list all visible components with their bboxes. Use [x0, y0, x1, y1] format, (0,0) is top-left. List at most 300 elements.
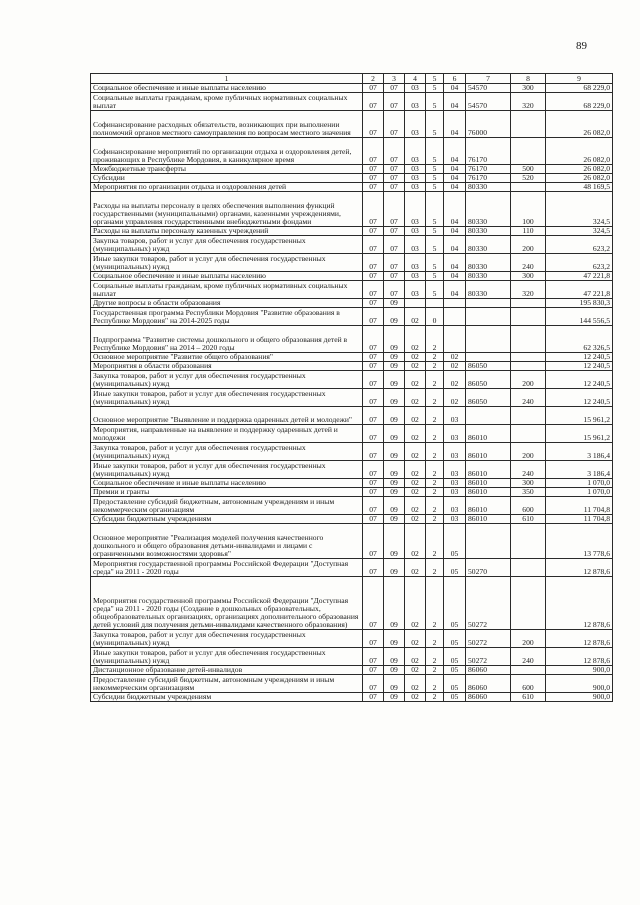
expense-type-cell: 300: [511, 272, 546, 281]
section-code-cell: 07: [363, 559, 384, 577]
subprogram-code-cell: 5: [426, 138, 444, 165]
row-name-cell: Дистанционное образование детей-инвалидов: [91, 666, 363, 675]
expense-type-cell: 320: [511, 93, 546, 111]
table-row: [91, 138, 613, 165]
direction-code-cell: 76170: [466, 174, 511, 183]
expense-type-cell: 610: [511, 693, 546, 702]
activity-code-cell: 04: [444, 227, 466, 236]
activity-code-cell: 05: [444, 559, 466, 577]
subsection-code-cell: 09: [384, 666, 405, 675]
subprogram-code-cell: 2: [426, 443, 444, 461]
subsection-code-cell: 09: [384, 308, 405, 326]
subsection-code-cell: 09: [384, 497, 405, 515]
table-row: [91, 389, 613, 407]
subsection-code-cell: 09: [384, 648, 405, 666]
section-code-cell: 07: [363, 183, 384, 192]
direction-code-cell: 86060: [466, 675, 511, 693]
expense-type-cell: 200: [511, 630, 546, 648]
expense-type-cell: 240: [511, 461, 546, 479]
direction-code-cell: 54570: [466, 93, 511, 111]
table-row: [91, 497, 613, 515]
table-row: [91, 227, 613, 236]
subsection-code-cell: 09: [384, 515, 405, 524]
expense-type-cell: [511, 559, 546, 577]
program-code-cell: 03: [405, 93, 426, 111]
row-name-cell: Социальное обеспечение и иные выплаты населению: [91, 84, 363, 93]
amount-cell: 324,5: [546, 227, 613, 236]
program-code-cell: 02: [405, 389, 426, 407]
direction-code-cell: 86060: [466, 693, 511, 702]
program-code-cell: 02: [405, 362, 426, 371]
direction-code-cell: 80330: [466, 254, 511, 272]
activity-code-cell: 05: [444, 648, 466, 666]
subprogram-code-cell: 2: [426, 693, 444, 702]
subsection-code-cell: 09: [384, 693, 405, 702]
subprogram-code-cell: 2: [426, 389, 444, 407]
program-code-cell: [405, 299, 426, 308]
direction-code-cell: 86060: [466, 666, 511, 675]
row-name-cell: Иные закупки товаров, работ и услуг для обеспечения государственных (муниципальных) нужд: [91, 389, 363, 407]
subsection-code-cell: 09: [384, 407, 405, 425]
subprogram-code-cell: 0: [426, 308, 444, 326]
activity-code-cell: 04: [444, 236, 466, 254]
amount-cell: 12 878,6: [546, 559, 613, 577]
row-name-cell: Основное мероприятие "Развитие общего образования": [91, 353, 363, 362]
header-cell: 6: [444, 74, 466, 84]
table-row: [91, 488, 613, 497]
program-code-cell: 02: [405, 371, 426, 389]
activity-code-cell: 04: [444, 84, 466, 93]
amount-cell: 47 221,8: [546, 281, 613, 299]
program-code-cell: 02: [405, 559, 426, 577]
section-code-cell: 07: [363, 666, 384, 675]
subprogram-code-cell: 5: [426, 174, 444, 183]
activity-code-cell: 04: [444, 165, 466, 174]
section-code-cell: 07: [363, 461, 384, 479]
table-row: [91, 308, 613, 326]
section-code-cell: 07: [363, 272, 384, 281]
row-name-cell: Расходы на выплаты персоналу казенных учреждений: [91, 227, 363, 236]
subprogram-code-cell: 2: [426, 515, 444, 524]
header-cell: 5: [426, 74, 444, 84]
subsection-code-cell: 09: [384, 326, 405, 353]
direction-code-cell: 50272: [466, 577, 511, 630]
amount-cell: 26 082,0: [546, 111, 613, 138]
row-name-cell: Субсидии бюджетным учреждениям: [91, 515, 363, 524]
amount-cell: 900,0: [546, 666, 613, 675]
expense-type-cell: [511, 326, 546, 353]
header-cell: 7: [466, 74, 511, 84]
subsection-code-cell: 07: [384, 165, 405, 174]
direction-code-cell: 86010: [466, 488, 511, 497]
subsection-code-cell: 07: [384, 138, 405, 165]
subprogram-code-cell: 5: [426, 281, 444, 299]
activity-code-cell: 02: [444, 353, 466, 362]
header-cell: 8: [511, 74, 546, 84]
amount-cell: 623,2: [546, 236, 613, 254]
row-name-cell: Мероприятия, направленные на выявление и поддержку одаренных детей и молодежи: [91, 425, 363, 443]
section-code-cell: 07: [363, 577, 384, 630]
table-body: [91, 84, 613, 702]
subprogram-code-cell: 2: [426, 497, 444, 515]
expense-type-cell: 520: [511, 174, 546, 183]
direction-code-cell: 86010: [466, 515, 511, 524]
table-row: [91, 299, 613, 308]
section-code-cell: 07: [363, 488, 384, 497]
row-name-cell: Закупка товаров, работ и услуг для обеспечения государственных (муниципальных) нужд: [91, 630, 363, 648]
program-code-cell: 02: [405, 326, 426, 353]
section-code-cell: 07: [363, 515, 384, 524]
activity-code-cell: 03: [444, 479, 466, 488]
row-name-cell: Иные закупки товаров, работ и услуг для обеспечения государственных (муниципальных) нужд: [91, 461, 363, 479]
program-code-cell: 02: [405, 353, 426, 362]
program-code-cell: 03: [405, 272, 426, 281]
subsection-code-cell: 09: [384, 353, 405, 362]
section-code-cell: 07: [363, 192, 384, 227]
amount-cell: 12 878,6: [546, 648, 613, 666]
table-row: [91, 272, 613, 281]
amount-cell: 12 240,5: [546, 371, 613, 389]
expense-type-cell: 610: [511, 515, 546, 524]
program-code-cell: 03: [405, 227, 426, 236]
activity-code-cell: 04: [444, 192, 466, 227]
section-code-cell: 07: [363, 227, 384, 236]
table-row: [91, 675, 613, 693]
row-name-cell: Основное мероприятие "Выявление и поддержка одаренных детей и молодежи": [91, 407, 363, 425]
row-name-cell: Субсидии: [91, 174, 363, 183]
amount-cell: 324,5: [546, 192, 613, 227]
table-row: [91, 443, 613, 461]
subsection-code-cell: 09: [384, 577, 405, 630]
program-code-cell: 02: [405, 693, 426, 702]
subprogram-code-cell: 2: [426, 524, 444, 559]
activity-code-cell: 05: [444, 693, 466, 702]
activity-code-cell: [444, 326, 466, 353]
activity-code-cell: 02: [444, 389, 466, 407]
section-code-cell: 07: [363, 93, 384, 111]
subsection-code-cell: 07: [384, 111, 405, 138]
program-code-cell: 03: [405, 84, 426, 93]
section-code-cell: 07: [363, 675, 384, 693]
expense-type-cell: 240: [511, 254, 546, 272]
expense-type-cell: [511, 524, 546, 559]
table-header-row: [91, 74, 613, 84]
program-code-cell: 03: [405, 165, 426, 174]
section-code-cell: 07: [363, 308, 384, 326]
subsection-code-cell: 09: [384, 630, 405, 648]
expense-type-cell: [511, 111, 546, 138]
expense-type-cell: 350: [511, 488, 546, 497]
row-name-cell: Государственная программа Республики Мордовия "Развитие образования в Республике Мордовия" на 2014-2025 годы: [91, 308, 363, 326]
program-code-cell: 02: [405, 666, 426, 675]
expense-type-cell: [511, 407, 546, 425]
direction-code-cell: 76170: [466, 165, 511, 174]
table-row: [91, 630, 613, 648]
subprogram-code-cell: 2: [426, 362, 444, 371]
activity-code-cell: 04: [444, 174, 466, 183]
table-row: [91, 577, 613, 630]
subsection-code-cell: 09: [384, 524, 405, 559]
subsection-code-cell: 07: [384, 192, 405, 227]
row-name-cell: Закупка товаров, работ и услуг для обеспечения государственных (муниципальных) нужд: [91, 236, 363, 254]
row-name-cell: Мероприятия в области образования: [91, 362, 363, 371]
direction-code-cell: [466, 407, 511, 425]
activity-code-cell: [444, 308, 466, 326]
subprogram-code-cell: 5: [426, 272, 444, 281]
subsection-code-cell: 07: [384, 236, 405, 254]
direction-code-cell: 80330: [466, 272, 511, 281]
activity-code-cell: 05: [444, 675, 466, 693]
section-code-cell: 07: [363, 174, 384, 183]
subprogram-code-cell: 2: [426, 371, 444, 389]
direction-code-cell: 86010: [466, 425, 511, 443]
row-name-cell: Социальное обеспечение и иные выплаты населению: [91, 479, 363, 488]
section-code-cell: 07: [363, 138, 384, 165]
subprogram-code-cell: 2: [426, 407, 444, 425]
expense-type-cell: 100: [511, 192, 546, 227]
section-code-cell: 07: [363, 407, 384, 425]
expense-type-cell: [511, 362, 546, 371]
direction-code-cell: [466, 353, 511, 362]
subprogram-code-cell: 2: [426, 630, 444, 648]
section-code-cell: 07: [363, 299, 384, 308]
subprogram-code-cell: 2: [426, 666, 444, 675]
row-name-cell: Социальное обеспечение и иные выплаты населению: [91, 272, 363, 281]
amount-cell: 13 778,6: [546, 524, 613, 559]
section-code-cell: 07: [363, 443, 384, 461]
amount-cell: 12 240,5: [546, 389, 613, 407]
direction-code-cell: [466, 524, 511, 559]
subprogram-code-cell: 5: [426, 227, 444, 236]
activity-code-cell: 03: [444, 461, 466, 479]
amount-cell: 623,2: [546, 254, 613, 272]
amount-cell: 3 186,4: [546, 443, 613, 461]
direction-code-cell: [466, 326, 511, 353]
amount-cell: 195 830,3: [546, 299, 613, 308]
subprogram-code-cell: 2: [426, 488, 444, 497]
activity-code-cell: 04: [444, 183, 466, 192]
subsection-code-cell: 09: [384, 425, 405, 443]
header-cell: 4: [405, 74, 426, 84]
subsection-code-cell: 09: [384, 479, 405, 488]
expense-type-cell: [511, 666, 546, 675]
activity-code-cell: 03: [444, 407, 466, 425]
amount-cell: 12 240,5: [546, 353, 613, 362]
expense-type-cell: [511, 353, 546, 362]
program-code-cell: 03: [405, 183, 426, 192]
amount-cell: 48 169,5: [546, 183, 613, 192]
row-name-cell: Мероприятия государственной программы Российской Федерации "Доступная среда" на 2011 - 2020 годы (Создание в дошкольных образовательных, общеобразовательных организациях, организациях дополнительного образования детей условий для получения детьми-инвалидами качественного образования): [91, 577, 363, 630]
table-row: [91, 192, 613, 227]
direction-code-cell: 86050: [466, 362, 511, 371]
section-code-cell: 07: [363, 84, 384, 93]
table-row: [91, 524, 613, 559]
subprogram-code-cell: 2: [426, 461, 444, 479]
expense-type-cell: 240: [511, 389, 546, 407]
subsection-code-cell: 09: [384, 559, 405, 577]
amount-cell: 11 704,8: [546, 515, 613, 524]
amount-cell: 15 961,2: [546, 407, 613, 425]
expense-type-cell: 320: [511, 281, 546, 299]
subprogram-code-cell: 2: [426, 675, 444, 693]
table-row: [91, 515, 613, 524]
program-code-cell: 02: [405, 425, 426, 443]
program-code-cell: 02: [405, 577, 426, 630]
expense-type-cell: [511, 299, 546, 308]
subprogram-code-cell: 5: [426, 192, 444, 227]
row-name-cell: Другие вопросы в области образования: [91, 299, 363, 308]
table-row: [91, 479, 613, 488]
section-code-cell: 07: [363, 353, 384, 362]
amount-cell: 15 961,2: [546, 425, 613, 443]
direction-code-cell: 86050: [466, 389, 511, 407]
table-row: [91, 254, 613, 272]
table-row: [91, 236, 613, 254]
row-name-cell: Социальные выплаты гражданам, кроме публичных нормативных социальных выплат: [91, 281, 363, 299]
row-name-cell: Мероприятия по организации отдыха и оздоровления детей: [91, 183, 363, 192]
table-row: [91, 93, 613, 111]
amount-cell: 3 186,4: [546, 461, 613, 479]
subsection-code-cell: 09: [384, 461, 405, 479]
section-code-cell: 07: [363, 425, 384, 443]
subsection-code-cell: 09: [384, 675, 405, 693]
direction-code-cell: [466, 308, 511, 326]
amount-cell: 12 240,5: [546, 362, 613, 371]
table-row: [91, 165, 613, 174]
row-name-cell: Подпрограмма "Развитие системы дошкольного и общего образования детей в Республике Мордовия" на 2014 – 2020 годы: [91, 326, 363, 353]
subprogram-code-cell: 5: [426, 165, 444, 174]
row-name-cell: Софинансирование мероприятий по организации отдыха и оздоровления детей, проживающих в Республике Мордовия, в каникулярное время: [91, 138, 363, 165]
program-code-cell: 02: [405, 443, 426, 461]
expense-type-cell: [511, 183, 546, 192]
row-name-cell: Иные закупки товаров, работ и услуг для обеспечения государственных (муниципальных) нужд: [91, 648, 363, 666]
direction-code-cell: 54570: [466, 84, 511, 93]
section-code-cell: 07: [363, 111, 384, 138]
subsection-code-cell: 09: [384, 443, 405, 461]
direction-code-cell: 86010: [466, 461, 511, 479]
activity-code-cell: 04: [444, 93, 466, 111]
table-row: [91, 183, 613, 192]
amount-cell: 12 878,6: [546, 630, 613, 648]
activity-code-cell: [444, 299, 466, 308]
direction-code-cell: 86050: [466, 371, 511, 389]
row-name-cell: Основное мероприятие "Реализация моделей получения качественного дошкольного и общего образования детьми-инвалидами и лицами с ограниченными возможностями здоровья": [91, 524, 363, 559]
table-row: [91, 371, 613, 389]
program-code-cell: 03: [405, 174, 426, 183]
section-code-cell: 07: [363, 326, 384, 353]
direction-code-cell: 86010: [466, 497, 511, 515]
activity-code-cell: 04: [444, 254, 466, 272]
subprogram-code-cell: 5: [426, 93, 444, 111]
section-code-cell: 07: [363, 693, 384, 702]
section-code-cell: 07: [363, 524, 384, 559]
header-cell: 2: [363, 74, 384, 84]
subsection-code-cell: 09: [384, 389, 405, 407]
subsection-code-cell: 07: [384, 227, 405, 236]
section-code-cell: 07: [363, 165, 384, 174]
header-cell: 3: [384, 74, 405, 84]
expense-type-cell: 200: [511, 371, 546, 389]
direction-code-cell: [466, 299, 511, 308]
activity-code-cell: 03: [444, 488, 466, 497]
expense-type-cell: [511, 308, 546, 326]
expense-type-cell: 200: [511, 236, 546, 254]
amount-cell: 68 229,0: [546, 84, 613, 93]
activity-code-cell: 05: [444, 577, 466, 630]
expense-type-cell: 240: [511, 648, 546, 666]
subsection-code-cell: 07: [384, 93, 405, 111]
table-row: [91, 425, 613, 443]
subsection-code-cell: 07: [384, 281, 405, 299]
program-code-cell: 02: [405, 515, 426, 524]
subsection-code-cell: 07: [384, 254, 405, 272]
activity-code-cell: 03: [444, 425, 466, 443]
amount-cell: 62 326,5: [546, 326, 613, 353]
direction-code-cell: 76000: [466, 111, 511, 138]
program-code-cell: 03: [405, 192, 426, 227]
program-code-cell: 02: [405, 497, 426, 515]
row-name-cell: Предоставление субсидий бюджетным, автономным учреждениям и иным некоммерческим организациям: [91, 675, 363, 693]
subprogram-code-cell: 5: [426, 254, 444, 272]
table-row: [91, 461, 613, 479]
amount-cell: 1 070,0: [546, 488, 613, 497]
row-name-cell: Межбюджетные трансферты: [91, 165, 363, 174]
activity-code-cell: 04: [444, 138, 466, 165]
amount-cell: 144 556,5: [546, 308, 613, 326]
row-name-cell: Закупка товаров, работ и услуг для обеспечения государственных (муниципальных) нужд: [91, 371, 363, 389]
table-row: [91, 693, 613, 702]
row-name-cell: Иные закупки товаров, работ и услуг для обеспечения государственных (муниципальных) нужд: [91, 254, 363, 272]
amount-cell: 26 082,0: [546, 138, 613, 165]
section-code-cell: 07: [363, 479, 384, 488]
subprogram-code-cell: 2: [426, 326, 444, 353]
subprogram-code-cell: [426, 299, 444, 308]
program-code-cell: 03: [405, 236, 426, 254]
table-row: [91, 326, 613, 353]
section-code-cell: 07: [363, 371, 384, 389]
direction-code-cell: 80330: [466, 227, 511, 236]
direction-code-cell: 80330: [466, 281, 511, 299]
row-name-cell: Субсидии бюджетным учреждениям: [91, 693, 363, 702]
activity-code-cell: 03: [444, 515, 466, 524]
activity-code-cell: 05: [444, 524, 466, 559]
subsection-code-cell: 07: [384, 183, 405, 192]
section-code-cell: 07: [363, 648, 384, 666]
expense-type-cell: 300: [511, 479, 546, 488]
row-name-cell: Софинансирование расходных обязательств, возникающих при выполнении полномочий органов местного самоуправления по вопросам местного значения: [91, 111, 363, 138]
direction-code-cell: 50270: [466, 559, 511, 577]
activity-code-cell: 02: [444, 371, 466, 389]
subsection-code-cell: 09: [384, 371, 405, 389]
direction-code-cell: 80330: [466, 192, 511, 227]
section-code-cell: 07: [363, 630, 384, 648]
activity-code-cell: 02: [444, 362, 466, 371]
program-code-cell: 02: [405, 648, 426, 666]
row-name-cell: Мероприятия государственной программы Российской Федерации "Доступная среда" на 2011 - 2020 годы: [91, 559, 363, 577]
subprogram-code-cell: 2: [426, 353, 444, 362]
subprogram-code-cell: 5: [426, 84, 444, 93]
subsection-code-cell: 07: [384, 174, 405, 183]
expense-type-cell: 300: [511, 84, 546, 93]
direction-code-cell: 50272: [466, 630, 511, 648]
direction-code-cell: 86010: [466, 479, 511, 488]
subprogram-code-cell: 2: [426, 425, 444, 443]
activity-code-cell: 04: [444, 272, 466, 281]
amount-cell: 26 082,0: [546, 174, 613, 183]
row-name-cell: Расходы на выплаты персоналу в целях обеспечения выполнения функций государственными (муниципальными) органами, казенными учреждениями, органами управления государственными внебюджетными фондами: [91, 192, 363, 227]
amount-cell: 11 704,8: [546, 497, 613, 515]
expense-type-cell: 500: [511, 165, 546, 174]
